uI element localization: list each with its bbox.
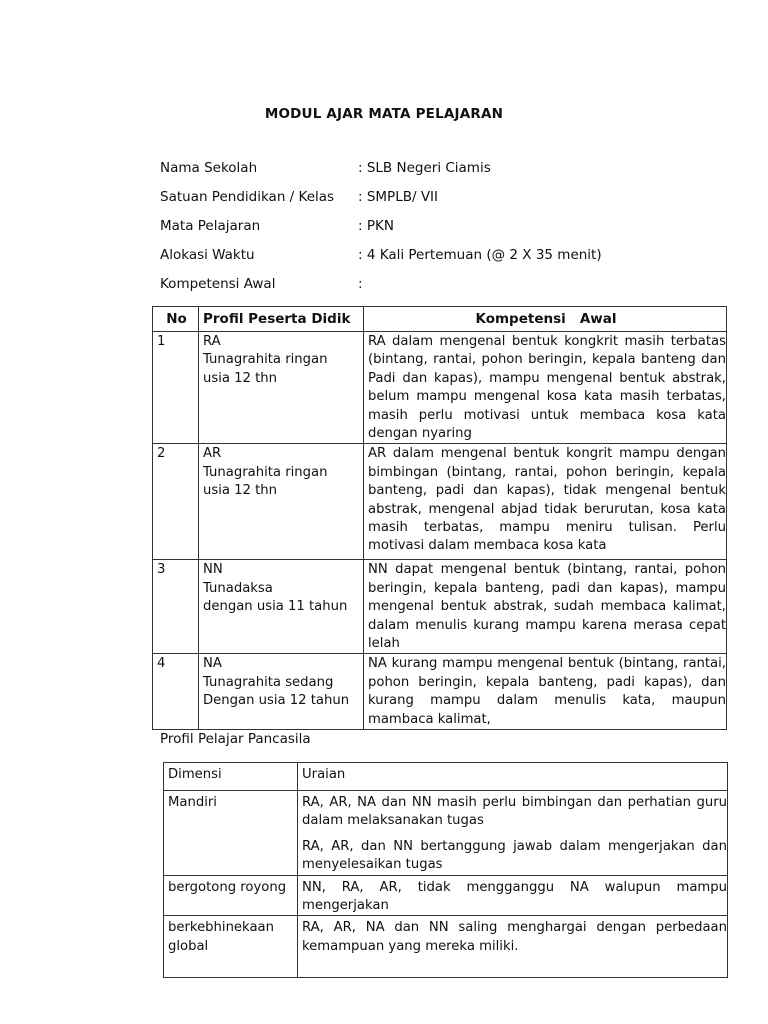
student-profile [199,444,364,560]
meta-row-time [160,243,720,272]
meta-label: Alokasi Waktu [160,247,255,263]
meta-value: : SLB Negeri Ciamis [358,160,491,176]
row-number: 2 [153,444,199,560]
meta-row-class [160,185,720,214]
student-age: usia 12 thn [203,483,278,499]
competency-text: AR dalam mengenal bentuk kongrit mampu dengan bimbingan (bintang, rantai, pohon beringin, kepala banteng, padi dan kapas), tidak mengenal bentuk abstrak, mengenal abjad tidak berurutan, kosa kata masih terbatas, mampu meniru tulisan. Perlu motivasi dalam membaca kosa kata [364,444,727,560]
row-number: 3 [153,560,199,654]
dimension-name: bergotong royong [164,875,298,916]
dimension-description [298,791,728,876]
meta-label: Nama Sekolah [160,160,258,176]
table-row [153,444,727,560]
row-number: 1 [153,332,199,444]
dimension-name: Mandiri [164,791,298,876]
meta-value: : [358,276,363,292]
pancasila-profile-table [163,762,728,978]
table-row [164,916,728,978]
meta-label: Mata Pelajaran [160,218,261,234]
table-row [153,560,727,654]
meta-value: : 4 Kali Pertemuan (@ 2 X 35 menit) [358,247,602,263]
student-condition: Tunagrahita ringan [203,352,328,368]
dimension-name: berkebhinekaan global [164,916,298,978]
meta-row-competency [160,272,720,301]
student-initials: RA [203,334,221,349]
student-profile [199,332,364,444]
module-info [160,156,720,301]
column-header: Dimensi [164,763,298,791]
meta-value: : PKN [358,218,394,234]
table-row [153,332,727,444]
student-profile [199,560,364,654]
description-paragraph: RA, AR, dan NN bertanggung jawab dalam mengerjakan dan menyelesaikan tugas [302,838,727,873]
meta-value: : SMPLB/ VII [358,189,439,205]
meta-row-subject [160,214,720,243]
dimension-description: NN, RA, AR, tidak mengganggu NA walupun mampu mengerjakan [298,875,728,916]
student-initials: NA [203,656,222,672]
competency-text: NA kurang mampu mengenal bentuk (bintang, rantai, pohon beringin, kepala banteng, padi kapas), dan kurang mampu dalam menulis kata, maupun mambaca kalimat, [364,654,727,730]
student-profile [199,654,364,730]
document-title: MODUL AJAR MATA PELAJARAN [264,106,504,122]
table-header-row [164,763,728,791]
section-heading: Profil Pelajar Pancasila [160,731,311,747]
table-header-row [153,307,727,332]
meta-label: Kompetensi Awal [160,276,276,292]
student-age: Dengan usia 12 tahun [203,693,350,709]
student-condition: Tunadaksa [203,580,273,596]
student-initials: NN [203,562,223,578]
student-condition: Tunagrahita ringan [203,464,328,480]
student-age: dengan usia 11 tahun [203,599,348,615]
meta-row-school [160,156,720,185]
table-row [153,654,727,730]
competency-text: RA dalam mengenal bentuk kongkrit masih terbatas (bintang, rantai, pohon beringin, kepala banteng dan Padi dan kapas), mampu mengenal bentuk abstrak, belum mampu mengenal kosa kata masih terbatas, masih perlu motivasi untuk membaca kosa kata dengan nyaring [364,332,727,444]
description-paragraph: RA, AR, NA dan NN masih perlu bimbingan dan perhatian guru dalam melaksanakan tugas [302,795,727,829]
meta-label: Satuan Pendidikan / Kelas [160,189,335,205]
table-row [164,791,728,876]
table-row [164,875,728,916]
column-header: Kompetensi Awal [364,307,727,332]
dimension-description: RA, AR, NA dan NN saling menghargai dengan perbedaan kemampuan yang mereka miliki. [298,916,728,978]
student-age: usia 12 thn [203,370,278,386]
student-initials: AR [203,446,222,462]
competency-text: NN dapat mengenal bentuk (bintang, rantai, pohon beringin, kepala banteng, padi dan kapas), mampu mengenal bentuk abstrak, sudah membaca kalimat, dalam menulis kurang mampu karena merasa cepat lelah [364,560,727,654]
column-header: Uraian [298,763,728,791]
column-header: Profil Peserta Didik [199,307,364,332]
column-header: No [153,307,199,332]
competency-table [152,306,727,730]
row-number: 4 [153,654,199,730]
student-condition: Tunagrahita sedang [203,674,334,690]
